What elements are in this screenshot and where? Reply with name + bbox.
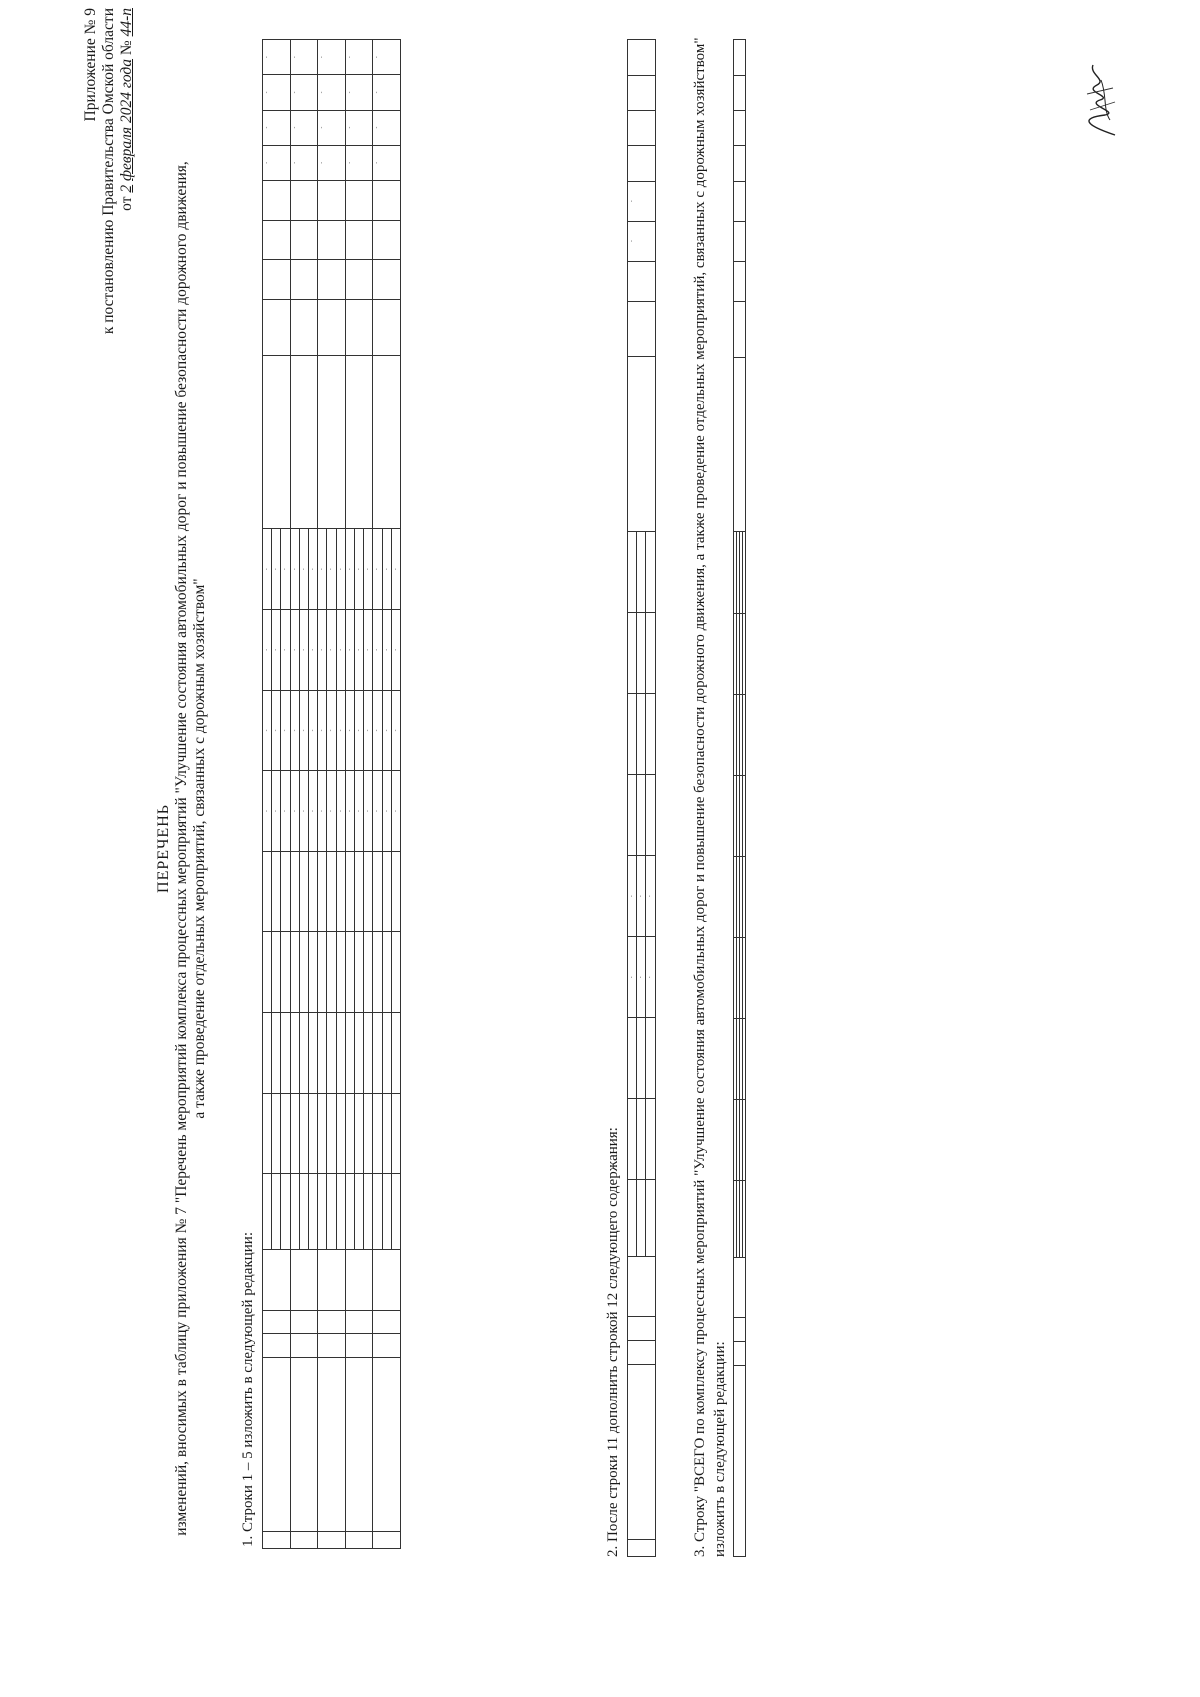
amount-year: - [373,529,382,610]
value-year: - [373,110,401,145]
unit [263,300,291,356]
financing-source [263,1174,272,1250]
value-year: - [345,40,373,75]
value-year: - [373,75,401,110]
amount-year: - [382,771,391,852]
amount-total [364,1093,373,1174]
year-start [373,1334,401,1358]
amount-year: - [628,856,637,937]
amount-year: - [391,771,400,852]
year-end [263,1310,291,1334]
amount-total [281,1093,290,1174]
table-row [345,40,354,1549]
amount-year [327,851,336,932]
amount-year: - [373,690,382,771]
value-year [628,261,656,301]
amount-year [382,1013,391,1094]
amount-year [646,613,655,694]
value-year: - [345,145,373,180]
amount-total [382,1093,391,1174]
amount-year [646,1018,655,1099]
value-x [734,181,746,221]
amount-year: - [263,610,272,691]
amount-year: - [299,529,308,610]
amount-year [743,532,746,613]
year-end [290,1310,318,1334]
row-number [628,1539,656,1556]
amount-year [281,932,290,1013]
amount-year [373,932,382,1013]
amount-year [309,1013,318,1094]
section-3-heading: 3. Строку "ВСЕГО по комплексу процессных мероприятий "Улучшение состояния автомобильных дорог и повышение безопасности дорожного движения, а также проведение отдельных мероприятий, связанных с дорожным хозяйством" [692,37,708,1557]
amount-total [318,1093,327,1174]
amount-year: - [272,529,281,610]
measure-name [263,1358,291,1532]
value-year: - [345,75,373,110]
financing-source [309,1174,318,1250]
amount-year [355,932,364,1013]
result-description [263,355,291,529]
unit [345,300,373,356]
amount-year [382,932,391,1013]
amount-year [345,932,354,1013]
amount-year [373,851,382,932]
amount-total [646,1099,655,1180]
amount-year [628,1018,637,1099]
financing-source [336,1174,345,1250]
amount-year [327,932,336,1013]
measure-name [345,1358,373,1532]
financing-source [637,1180,646,1256]
row-number [373,1531,401,1548]
amount-year: - [290,690,299,771]
year-start [290,1334,318,1358]
amount-year [355,1013,364,1094]
amount-year [345,851,354,932]
amount-year [364,932,373,1013]
amount-year [309,932,318,1013]
year-end [628,1317,656,1341]
amount-year [628,775,637,856]
amount-year [272,932,281,1013]
amount-year [646,532,655,613]
value-2024 [263,260,291,300]
amount-year [637,613,646,694]
year-end [734,1318,746,1342]
amount-year [281,1013,290,1094]
value-2026 [373,180,401,220]
amount-year [263,1013,272,1094]
amount-year: - [336,610,345,691]
value-x [734,111,746,146]
financing-source [355,1174,364,1250]
value-2025 [263,220,291,260]
title-perechen: ПЕРЕЧЕНЬ [155,804,172,893]
value-x [734,146,746,181]
amount-year [345,1013,354,1094]
amount-year [637,775,646,856]
value-year: - [290,145,318,180]
executor [628,1256,656,1316]
year-end [345,1310,373,1334]
amount-year [391,1013,400,1094]
document-title [155,0,209,1697]
year-start [345,1334,373,1358]
value-2025 [373,220,401,260]
executor [373,1250,401,1310]
amount-year [391,851,400,932]
amount-year [637,1018,646,1099]
amount-year [743,775,746,856]
amount-year [646,775,655,856]
row-number [345,1531,373,1548]
amount-year: - [281,690,290,771]
amount-year: - [327,771,336,852]
measure-name [628,1365,656,1540]
amount-total [290,1093,299,1174]
amount-year [743,694,746,775]
amount-year: - [290,610,299,691]
amount-total [628,1099,637,1180]
measure-name [318,1358,346,1532]
financing-source [373,1174,382,1250]
section-3-subheading: изложить в следующей редакции: [712,1341,728,1557]
amount-year: - [281,771,290,852]
result-description [318,355,346,529]
amount-year [364,1013,373,1094]
amount-year: - [281,529,290,610]
measure-name [290,1358,318,1532]
executor [345,1250,373,1310]
executor-x [734,1257,746,1318]
amount-year: - [318,771,327,852]
amount-year [391,932,400,1013]
amount-year [327,1013,336,1094]
row-number [263,1531,291,1548]
amount-total [299,1093,308,1174]
amount-total [272,1093,281,1174]
amount-total [355,1093,364,1174]
table-total [733,39,746,1557]
handwritten-signature-icon [1075,60,1125,140]
appendix-header [82,8,136,334]
amount-year: - [382,610,391,691]
value-year [628,75,656,110]
amount-year [281,851,290,932]
table-row [290,40,299,1549]
amount-year [382,851,391,932]
amount-year: - [290,529,299,610]
amount-total [345,1093,354,1174]
appendix-date-line: от 2 февраля 2024 года № 44-п [118,8,135,211]
amount-year [290,851,299,932]
amount-year: - [373,771,382,852]
amount-year: - [355,610,364,691]
section-1-heading: 1. Строки 1 – 5 изложить в следующей редакции: [240,1231,256,1547]
unit [290,300,318,356]
amount-year: - [364,529,373,610]
result-description [290,355,318,529]
amount-year: - [646,856,655,937]
value-x [734,261,746,301]
amount-year [364,851,373,932]
value-2024 [373,260,401,300]
title-line-2: изменений, вносимых в таблицу приложения № 7 "Перечень мероприятий комплекса процессных мероприятий "Улучшение состояния автомобильных дорог и повышение безопасности дорожного движения, [173,161,190,1536]
amount-year: - [272,610,281,691]
value-2026 [345,180,373,220]
value-year: - [290,110,318,145]
amount-year: - [646,937,655,1018]
financing-source [272,1174,281,1250]
amount-year: - [327,690,336,771]
value-year: - [318,110,346,145]
amount-total [391,1093,400,1174]
row-number [290,1531,318,1548]
value-2026 [290,180,318,220]
amount-year: - [336,529,345,610]
amount-year: - [355,690,364,771]
amount-year: - [272,690,281,771]
amount-total [743,1100,746,1181]
amount-year: - [345,771,354,852]
amount-year [355,851,364,932]
appendix-number: Приложение № 9 [82,8,99,122]
amount-year: - [290,771,299,852]
value-2024 [345,260,373,300]
result-description [345,355,373,529]
amount-year: - [327,529,336,610]
amount-year: - [309,690,318,771]
financing-source [290,1174,299,1250]
amount-year: - [364,610,373,691]
year-end [373,1310,401,1334]
amount-year: - [318,690,327,771]
executor [263,1250,291,1310]
amount-year: - [345,610,354,691]
amount-year [318,1013,327,1094]
value-2025 [345,220,373,260]
unit [373,300,401,356]
amount-year: - [637,856,646,937]
amount-year [318,851,327,932]
section-2-heading: 2. После строки 11 дополнить строкой 12 следующего содержания: [605,1127,621,1557]
result-description [628,357,656,532]
value-year: - [373,145,401,180]
amount-year: - [628,937,637,1018]
amount-year: - [382,690,391,771]
result-description [373,355,401,529]
amount-year: - [309,771,318,852]
amount-year [628,532,637,613]
table-row-12 [627,39,656,1557]
amount-year: - [309,610,318,691]
amount-year [336,1013,345,1094]
amount-year [263,932,272,1013]
value-year: - [318,40,346,75]
value-year: - [318,75,346,110]
amount-year: - [364,771,373,852]
result-x [734,357,746,532]
amount-year [743,613,746,694]
value-2026 [318,180,346,220]
amount-year: - [364,690,373,771]
amount-year: - [391,690,400,771]
amount-year [637,694,646,775]
amount-year [299,1013,308,1094]
financing-source [382,1174,391,1250]
value-year: - [290,40,318,75]
financing-source [391,1174,400,1250]
amount-year [318,932,327,1013]
executor [318,1250,346,1310]
amount-year: - [309,529,318,610]
table-rows-1-5 [262,39,401,1549]
amount-year: - [327,610,336,691]
value-year: - [345,110,373,145]
unit [628,301,656,357]
unit [318,300,346,356]
amount-year [290,932,299,1013]
amount-year: - [272,771,281,852]
amount-year: - [336,771,345,852]
amount-year [637,532,646,613]
appendix-decree: к постановлению Правительства Омской области [100,8,117,335]
amount-year [646,694,655,775]
value-year [628,110,656,145]
amount-total [263,1093,272,1174]
amount-year [743,937,746,1018]
amount-year: - [345,529,354,610]
value-x [734,75,746,110]
amount-year [336,851,345,932]
amount-year: - [373,610,382,691]
amount-year [263,851,272,932]
total-label [734,1366,746,1557]
year-end [318,1310,346,1334]
amount-year: - [318,529,327,610]
amount-year [309,851,318,932]
amount-year: - [263,690,272,771]
amount-year: - [382,529,391,610]
value-2025 [290,220,318,260]
amount-year [272,851,281,932]
year-start [734,1342,746,1366]
amount-year: - [391,610,400,691]
value-2024 [290,260,318,300]
unit-x [734,301,746,357]
amount-year [290,1013,299,1094]
amount-year [272,1013,281,1094]
amount-year: - [318,610,327,691]
amount-year: - [637,937,646,1018]
value-year [628,146,656,181]
value-2025 [318,220,346,260]
table-row [628,40,637,1557]
amount-year: - [355,529,364,610]
value-2024 [318,260,346,300]
amount-year: - [263,771,272,852]
amount-year: - [299,771,308,852]
amount-year: - [355,771,364,852]
amount-year: - [345,690,354,771]
amount-total [336,1093,345,1174]
measure-name [373,1358,401,1532]
value-year [628,40,656,76]
value-year: - [373,40,401,75]
value-x [734,221,746,261]
financing-source [364,1174,373,1250]
amount-year [373,1013,382,1094]
amount-year [628,694,637,775]
amount-total [637,1099,646,1180]
amount-total [373,1093,382,1174]
value-2026 [263,180,291,220]
amount-total [309,1093,318,1174]
amount-year [743,856,746,937]
row-number [318,1531,346,1548]
value-year: - [263,110,291,145]
financing-source [628,1180,637,1256]
year-start [318,1334,346,1358]
financing-source [281,1174,290,1250]
value-year: - [628,181,656,221]
value-year: - [628,221,656,261]
executor [290,1250,318,1310]
year-start [628,1341,656,1365]
amount-year: - [336,690,345,771]
table-row [373,40,382,1549]
amount-year: - [263,529,272,610]
value-year: - [263,145,291,180]
table-row [263,40,272,1549]
amount-year: - [299,690,308,771]
amount-year: - [299,610,308,691]
value-x [734,40,746,76]
amount-year: - [281,610,290,691]
value-year: - [290,75,318,110]
amount-year: - [391,529,400,610]
title-line-3: а также проведение отдельных мероприятий, связанных с дорожным хозяйством" [191,578,208,1119]
amount-year [628,613,637,694]
financing-source [743,1181,746,1258]
financing-source [327,1174,336,1250]
financing-source [646,1180,655,1256]
amount-year [336,932,345,1013]
amount-year [299,932,308,1013]
value-year: - [263,75,291,110]
year-start [263,1334,291,1358]
amount-year [743,1019,746,1100]
financing-source [318,1174,327,1250]
financing-source [345,1174,354,1250]
amount-total [327,1093,336,1174]
amount-year [299,851,308,932]
financing-source [299,1174,308,1250]
value-year: - [263,40,291,75]
value-year: - [318,145,346,180]
table-row [318,40,327,1549]
